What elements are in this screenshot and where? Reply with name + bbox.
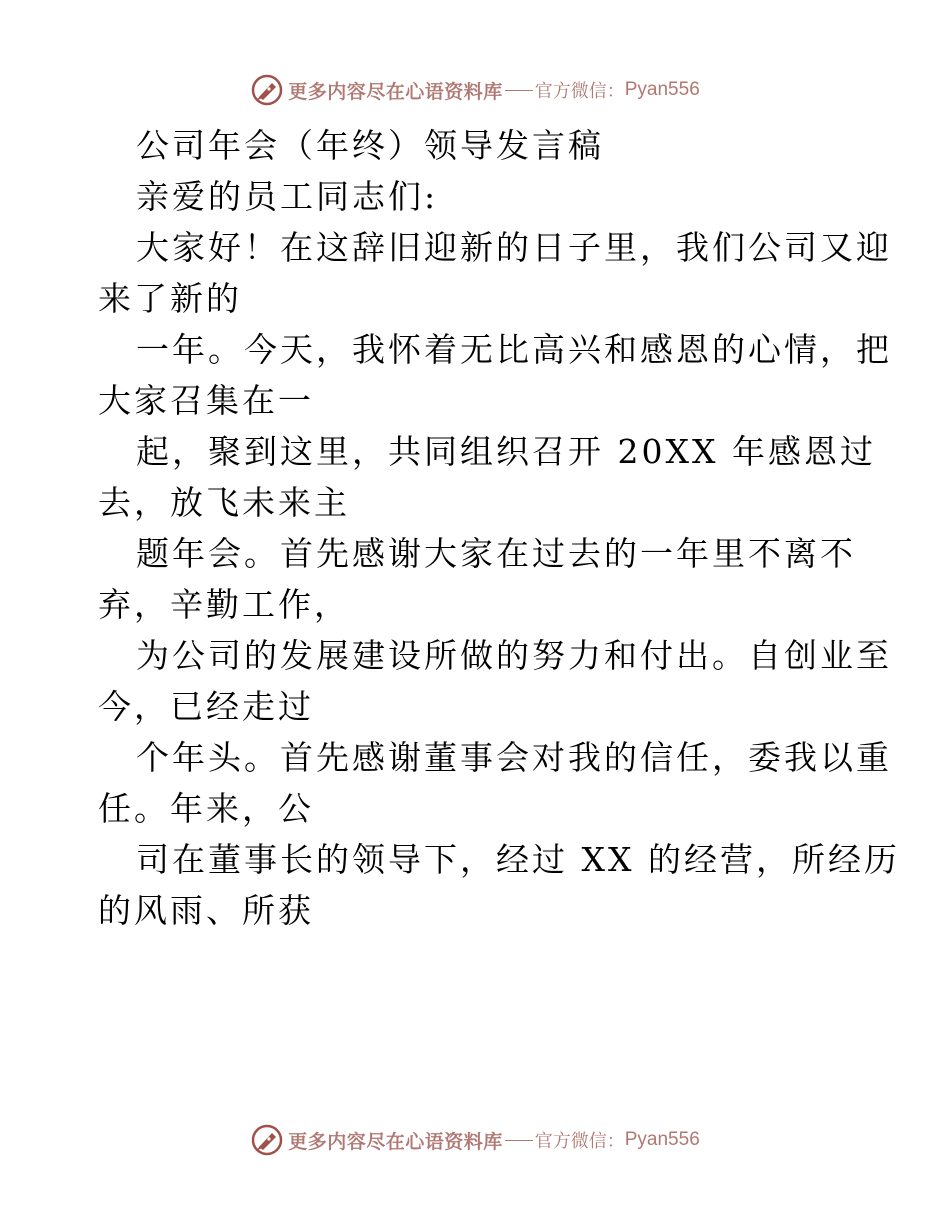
banner-main-text: 更多内容尽在心语资料库 [288,1130,503,1153]
paragraph-line: 题年会。首先感谢大家在过去的一年里不离不 [136,534,856,573]
paragraph-line: 为公司的发展建设所做的努力和付出。自创业至 [136,636,892,675]
paragraph-line: 的风雨、所获 [98,891,314,930]
pen-nib-logo-icon [250,1123,284,1157]
paragraph-line: 大家召集在一 [98,381,314,420]
paragraph-line: 一年。今天，我怀着无比高兴和感恩的心情，把 [136,330,892,369]
paragraph-line: 弃，辛勤工作， [98,585,350,624]
banner-wechat-id: Pyan556 [624,79,700,100]
document-salutation: 亲爱的员工同志们: [136,177,439,216]
banner-dash [505,1140,533,1141]
paragraph-line: 司在董事长的领导下，经过 XX 的经营，所经历 [136,840,900,879]
paragraph-line: 任。年来，公 [98,789,314,828]
document-body [98,120,900,936]
document-title: 公司年会（年终）领导发言稿 [136,126,604,165]
paragraph-line: 大家好！在这辞旧迎新的日子里，我们公司又迎 [136,228,892,267]
paragraph-line: 今，已经走过 [98,687,314,726]
banner-dash [505,90,533,91]
footer-banner [0,1120,950,1160]
paragraph-line: 个年头。首先感谢董事会对我的信任，委我以重 [136,738,892,777]
banner-main-text: 更多内容尽在心语资料库 [288,80,503,103]
paragraph-line: 起，聚到这里，共同组织召开 20XX 年感恩过 [136,432,876,471]
banner-wechat-label: 官方微信： [534,1131,625,1152]
paragraph-line: 来了新的 [98,279,242,318]
banner-wechat-label: 官方微信： [534,81,625,102]
pen-nib-logo-icon [250,73,284,107]
banner-wechat-id: Pyan556 [624,1129,700,1150]
paragraph-line: 去，放飞未来主 [98,483,350,522]
header-banner [0,70,950,110]
